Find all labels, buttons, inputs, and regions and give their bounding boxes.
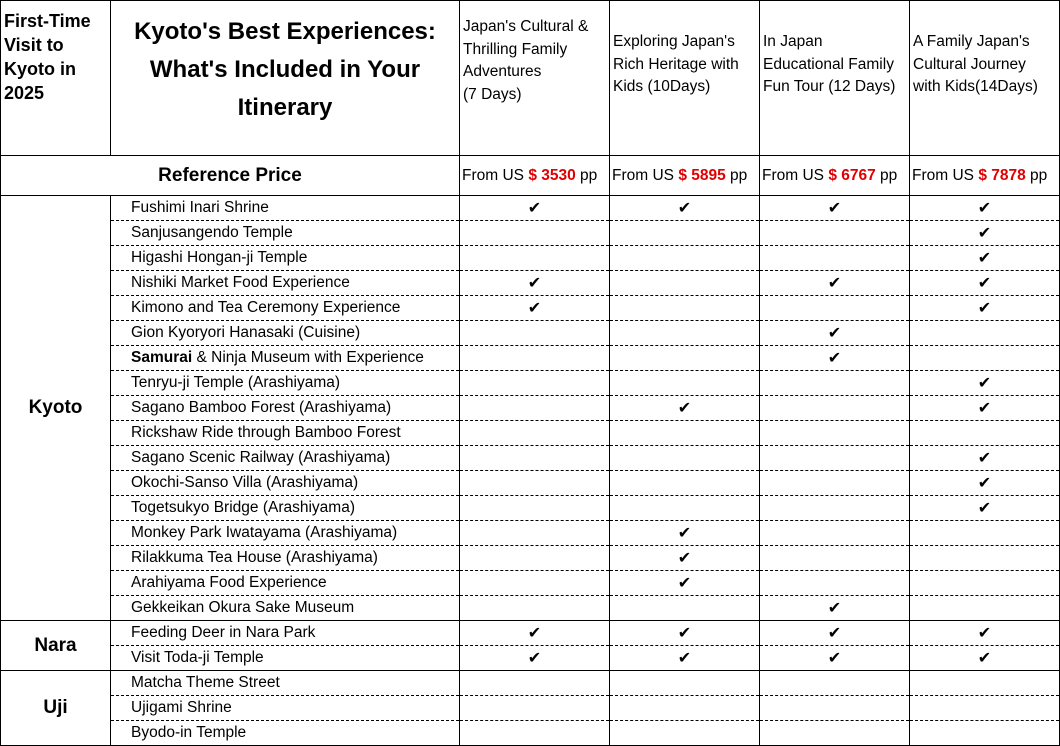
activity-name [111,321,460,346]
activity-name [111,596,460,621]
price-amount: $ 7878 [978,166,1026,184]
check-mark-icon: ✔ [527,275,542,292]
check-mark-icon: ✔ [977,650,992,667]
tour-2-cell [610,721,760,746]
activity-name-text: Sanjusangendo Temple [131,224,293,241]
tour-2-cell [610,396,760,421]
activity-row [1,396,1060,421]
activity-name-text: Arahiyama Food Experience [131,574,327,591]
tour-1-cell [460,446,610,471]
tour-1-cell [460,321,610,346]
tour-1-cell [460,371,610,396]
tour-2-cell [610,521,760,546]
tour-2-cell [610,296,760,321]
main-title: Kyoto's Best Experiences: What's Included in Your Itinerary [111,1,460,156]
tour-1-cell [460,721,610,746]
tour-4-cell [910,571,1060,596]
check-mark-icon: ✔ [527,200,542,217]
activity-row [1,521,1060,546]
activity-name-text: Feeding Deer in Nara Park [131,624,316,641]
tour-2-cell [610,421,760,446]
price-prefix: From US [462,166,524,184]
price-suffix: pp [880,166,898,184]
activity-name-text: Nishiki Market Food Experience [131,274,350,291]
check-mark-icon: ✔ [827,625,842,642]
check-mark-icon: ✔ [527,625,542,642]
region-kyoto: Kyoto [1,196,111,621]
price-cell-1 [460,156,610,196]
price-suffix: pp [580,166,598,184]
check-mark-icon: ✔ [977,225,992,242]
tour-3-cell [760,271,910,296]
check-mark-icon: ✔ [677,525,692,542]
check-mark-icon: ✔ [827,200,842,217]
tour-1-cell [460,196,610,221]
tour-3-cell [760,371,910,396]
activity-name [111,621,460,646]
activity-row [1,721,1060,746]
price-prefix: From US [612,166,674,184]
check-mark-icon: ✔ [977,375,992,392]
check-mark-icon: ✔ [677,650,692,667]
tour-2-cell [610,496,760,521]
tour-3-cell [760,296,910,321]
activity-row [1,596,1060,621]
activity-name [111,196,460,221]
check-mark-icon: ✔ [677,550,692,567]
tour-3-cell [760,496,910,521]
region-uji: Uji [1,671,111,746]
tour-2-cell [610,371,760,396]
tour-2-cell [610,246,760,271]
tour-4-cell [910,296,1060,321]
activity-name [111,546,460,571]
price-label: Reference Price [1,156,460,196]
tour-2-cell [610,321,760,346]
activity-row [1,271,1060,296]
activity-name-text: Sagano Scenic Railway (Arashiyama) [131,449,391,466]
activity-name-bold: Samurai [131,349,193,366]
tour-2-cell [610,596,760,621]
tour-3-cell [760,621,910,646]
price-amount: $ 6767 [828,166,876,184]
check-mark-icon: ✔ [977,500,992,517]
tour-3-cell [760,596,910,621]
activity-name-text: Matcha Theme Street [131,674,280,691]
tour-3-cell [760,646,910,671]
tour-2-cell [610,621,760,646]
activity-name-text: Byodo-in Temple [131,724,247,741]
tour-2-cell [610,546,760,571]
activity-name-text: Monkey Park Iwatayama (Arashiyama) [131,524,398,541]
activity-name [111,221,460,246]
header-row [1,1,1060,156]
tour-2-cell [610,471,760,496]
tour-4-cell [910,521,1060,546]
tour-1-cell [460,471,610,496]
tour-3-cell [760,346,910,371]
activity-name-text: Kimono and Tea Ceremony Experience [131,299,401,316]
tour-1-cell [460,346,610,371]
activity-name-text: Visit Toda-ji Temple [131,649,264,666]
price-suffix: pp [730,166,748,184]
tour-1-cell [460,646,610,671]
tour-3-cell [760,671,910,696]
tour-1-cell [460,571,610,596]
activity-name [111,471,460,496]
activity-row [1,371,1060,396]
price-row [1,156,1060,196]
activity-row [1,471,1060,496]
activity-name-text: Gekkeikan Okura Sake Museum [131,599,355,616]
activity-name-text: & Ninja Museum with Experience [192,349,424,366]
tour-3-cell [760,446,910,471]
tour-1-cell [460,246,610,271]
tour-2-cell [610,346,760,371]
check-mark-icon: ✔ [677,575,692,592]
activity-row [1,321,1060,346]
activity-row [1,671,1060,696]
tour-2-cell [610,271,760,296]
check-mark-icon: ✔ [827,350,842,367]
tour-1-cell [460,496,610,521]
activity-name [111,671,460,696]
activity-row [1,246,1060,271]
activity-name [111,271,460,296]
tour-1-cell [460,546,610,571]
price-cell-4 [910,156,1060,196]
tour-1-cell [460,296,610,321]
tour-3-cell [760,421,910,446]
tour-4-cell [910,371,1060,396]
activity-name-text: Gion Kyoryori Hanasaki (Cuisine) [131,324,361,341]
tour-4-cell [910,546,1060,571]
tour-4-cell [910,221,1060,246]
price-amount: $ 5895 [678,166,726,184]
tour-4-cell [910,196,1060,221]
check-mark-icon: ✔ [977,475,992,492]
activity-name [111,296,460,321]
tour-4-cell [910,271,1060,296]
tour-4-cell [910,646,1060,671]
activity-name [111,521,460,546]
activity-row [1,571,1060,596]
check-mark-icon: ✔ [977,300,992,317]
activity-name-text: Tenryu-ji Temple (Arashiyama) [131,374,341,391]
tour-3-cell [760,196,910,221]
tour-2-cell [610,646,760,671]
tour-2-cell [610,446,760,471]
tour-3-cell [760,246,910,271]
activity-name-text: Rilakkuma Tea House (Arashiyama) [131,549,378,566]
tour-4-cell [910,396,1060,421]
tour-header-1: Japan's Cultural & Thrilling Family Adventures (7 Days) [460,1,610,156]
tour-1-cell [460,621,610,646]
activity-row [1,296,1060,321]
tour-4-cell [910,346,1060,371]
tour-4-cell [910,421,1060,446]
tour-4-cell [910,721,1060,746]
tour-1-cell [460,421,610,446]
activity-name [111,371,460,396]
tour-3-cell [760,521,910,546]
tour-3-cell [760,721,910,746]
activity-row [1,621,1060,646]
tour-4-cell [910,321,1060,346]
activity-name-text: Sagano Bamboo Forest (Arashiyama) [131,399,392,416]
activity-name-text: Togetsukyo Bridge (Arashiyama) [131,499,355,516]
activity-name [111,446,460,471]
price-prefix: From US [762,166,824,184]
tour-1-cell [460,521,610,546]
tour-3-cell [760,221,910,246]
tour-1-cell [460,396,610,421]
price-suffix: pp [1030,166,1048,184]
activity-row [1,221,1060,246]
tour-header-4: A Family Japan's Cultural Journey with Kids(14Days) [910,1,1060,156]
activity-name-text: Fushimi Inari Shrine [131,199,269,216]
activity-row [1,546,1060,571]
price-cell-2 [610,156,760,196]
check-mark-icon: ✔ [977,275,992,292]
check-mark-icon: ✔ [527,650,542,667]
check-mark-icon: ✔ [977,450,992,467]
activity-name [111,571,460,596]
activity-name-text: Rickshaw Ride through Bamboo Forest [131,424,401,441]
tour-1-cell [460,671,610,696]
activity-name-text: Ujigami Shrine [131,699,232,716]
activity-name [111,246,460,271]
tour-4-cell [910,246,1060,271]
tour-3-cell [760,321,910,346]
tour-4-cell [910,471,1060,496]
activity-row [1,196,1060,221]
check-mark-icon: ✔ [977,400,992,417]
check-mark-icon: ✔ [827,600,842,617]
tour-1-cell [460,271,610,296]
tour-4-cell [910,671,1060,696]
tour-1-cell [460,596,610,621]
tour-3-cell [760,571,910,596]
check-mark-icon: ✔ [677,200,692,217]
check-mark-icon: ✔ [827,275,842,292]
activity-row [1,646,1060,671]
price-cell-3 [760,156,910,196]
check-mark-icon: ✔ [977,625,992,642]
corner-title: First-Time Visit to Kyoto in 2025 [1,1,111,156]
price-amount: $ 3530 [528,166,576,184]
tour-2-cell [610,196,760,221]
activity-name-text: Okochi-Sanso Villa (Arashiyama) [131,474,359,491]
activity-name [111,496,460,521]
check-mark-icon: ✔ [977,250,992,267]
activity-name [111,646,460,671]
price-prefix: From US [912,166,974,184]
tour-4-cell [910,446,1060,471]
check-mark-icon: ✔ [677,400,692,417]
check-mark-icon: ✔ [827,325,842,342]
tour-2-cell [610,671,760,696]
tour-3-cell [760,546,910,571]
tour-header-3: In Japan Educational Family Fun Tour (12 Days) [760,1,910,156]
tour-4-cell [910,596,1060,621]
activity-row [1,496,1060,521]
activity-name [111,346,460,371]
check-mark-icon: ✔ [827,650,842,667]
tour-header-2: Exploring Japan's Rich Heritage with Kids (10Days) [610,1,760,156]
activity-name [111,721,460,746]
activity-row [1,421,1060,446]
activity-row [1,346,1060,371]
activity-name [111,396,460,421]
tour-4-cell [910,496,1060,521]
tour-4-cell [910,621,1060,646]
tour-3-cell [760,396,910,421]
region-nara: Nara [1,621,111,671]
tour-3-cell [760,471,910,496]
tour-2-cell [610,221,760,246]
tour-2-cell [610,571,760,596]
check-mark-icon: ✔ [677,625,692,642]
activity-row [1,446,1060,471]
check-mark-icon: ✔ [977,200,992,217]
activity-name [111,421,460,446]
activity-name-text: Higashi Hongan-ji Temple [131,249,308,266]
check-mark-icon: ✔ [527,300,542,317]
tour-1-cell [460,221,610,246]
